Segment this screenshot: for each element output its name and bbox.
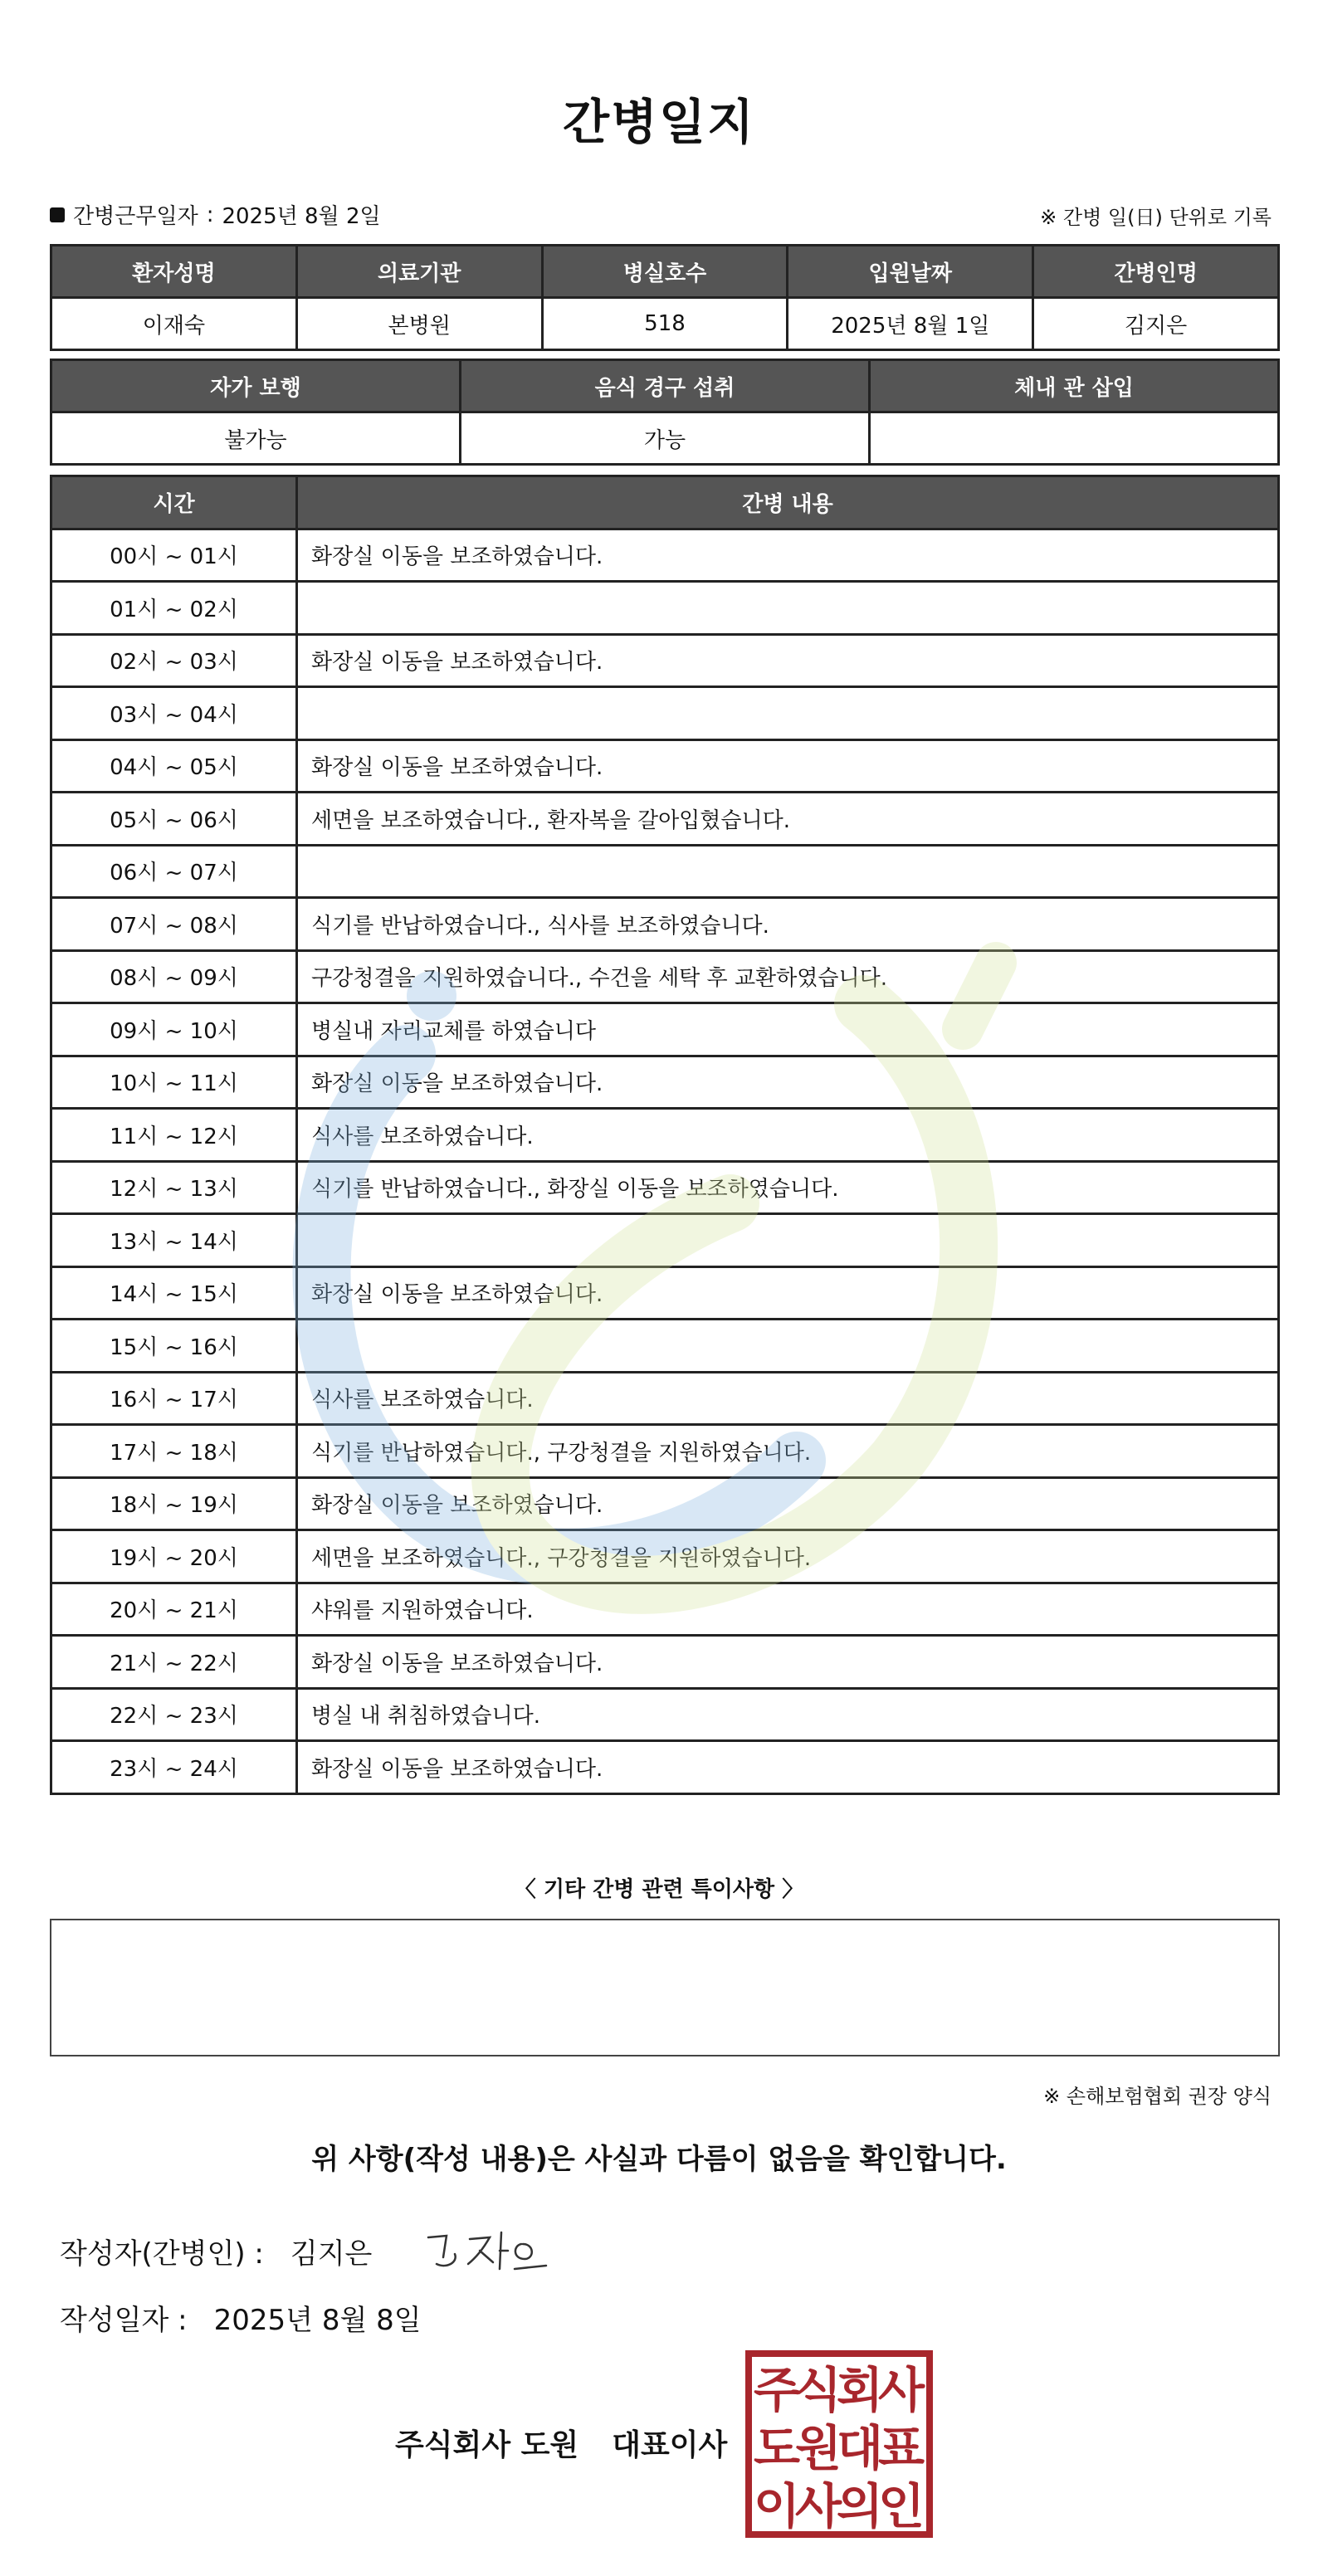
log-time-cell: 21시 ~ 22시 — [51, 1636, 297, 1689]
patient-header-name: 환자성명 — [51, 246, 297, 298]
log-content-cell — [297, 687, 1279, 740]
log-time-cell: 11시 ~ 12시 — [51, 1109, 297, 1162]
written-date-label: 작성일자 : — [60, 2304, 188, 2337]
status-tube — [870, 412, 1279, 465]
written-date-line — [60, 2297, 422, 2338]
log-content-cell — [297, 845, 1279, 898]
log-content-cell — [297, 1320, 1279, 1373]
log-time-cell: 16시 ~ 17시 — [51, 1372, 297, 1425]
table-row — [51, 1477, 1279, 1530]
patient-header-caregiver: 간병인명 — [1033, 246, 1279, 298]
svg-text:표: 표 — [877, 2420, 925, 2476]
writer-name: 김지은 — [290, 2237, 373, 2271]
log-time-cell: 18시 ~ 19시 — [51, 1477, 297, 1530]
table-row — [51, 634, 1279, 687]
log-time-cell: 02시 ~ 03시 — [51, 634, 297, 687]
log-content-cell: 화장실 이동을 보조하였습니다. — [297, 634, 1279, 687]
svg-text:회: 회 — [836, 2362, 884, 2418]
patient-header-room: 병실호수 — [542, 246, 788, 298]
written-date-value: 2025년 8월 8일 — [213, 2304, 422, 2337]
status-header-oral-intake: 음식 경구 섭취 — [461, 360, 870, 412]
table-row — [51, 898, 1279, 951]
log-time-cell: 00시 ~ 01시 — [51, 529, 297, 582]
bullet-square-icon — [50, 207, 65, 222]
log-time-cell: 10시 ~ 11시 — [51, 1056, 297, 1109]
svg-text:주: 주 — [753, 2362, 801, 2418]
writer-line — [60, 2231, 372, 2271]
handwritten-signature — [422, 2221, 563, 2281]
log-time-cell: 01시 ~ 02시 — [51, 582, 297, 635]
status-oral-intake: 가능 — [461, 412, 870, 465]
patient-hospital: 본병원 — [296, 298, 542, 350]
log-time-cell: 08시 ~ 09시 — [51, 950, 297, 1003]
patient-info-table — [50, 244, 1280, 351]
log-content-cell: 세면을 보조하였습니다., 구강청결을 지원하였습니다. — [297, 1530, 1279, 1583]
svg-text:인: 인 — [877, 2478, 925, 2535]
log-time-cell: 17시 ~ 18시 — [51, 1425, 297, 1478]
work-date — [50, 199, 381, 230]
svg-text:의: 의 — [836, 2478, 884, 2535]
notes-heading: 〈 기타 간병 관련 특이사항 〉 — [514, 1877, 804, 1902]
log-content-cell: 식기를 반납하였습니다., 구강청결을 지원하였습니다. — [297, 1425, 1279, 1478]
status-header-tube: 체내 관 삽입 — [870, 360, 1279, 412]
svg-text:대: 대 — [836, 2420, 884, 2476]
svg-text:도: 도 — [753, 2420, 801, 2476]
company-line — [395, 2422, 727, 2464]
log-header-time: 시간 — [51, 476, 297, 529]
log-content-cell: 화장실 이동을 보조하였습니다. — [297, 1636, 1279, 1689]
patient-name: 이재숙 — [51, 298, 297, 350]
svg-text:사: 사 — [877, 2362, 925, 2418]
notes-field[interactable] — [50, 1919, 1280, 2056]
patient-caregiver: 김지은 — [1033, 298, 1279, 350]
work-date-value: 2025년 8월 2일 — [222, 204, 381, 229]
log-time-cell: 09시 ~ 10시 — [51, 1003, 297, 1056]
company-title: 대표이사 — [612, 2428, 728, 2462]
table-row — [51, 1214, 1279, 1267]
log-content-cell: 구강청결을 지원하였습니다., 수건을 세탁 후 교환하였습니다. — [297, 950, 1279, 1003]
log-body — [51, 529, 1279, 1793]
table-row — [51, 1425, 1279, 1478]
status-header-walking: 자가 보행 — [51, 360, 461, 412]
log-time-cell: 15시 ~ 16시 — [51, 1320, 297, 1373]
log-time-cell: 13시 ~ 14시 — [51, 1214, 297, 1267]
table-row — [51, 1109, 1279, 1162]
table-row — [51, 1688, 1279, 1741]
log-content-cell: 화장실 이동을 보조하였습니다. — [297, 1056, 1279, 1109]
daily-record-note: ※ 간병 일(日) 단위로 기록 — [1040, 206, 1272, 229]
table-row — [51, 1530, 1279, 1583]
log-time-cell: 05시 ~ 06시 — [51, 793, 297, 846]
log-content-cell: 화장실 이동을 보조하였습니다. — [297, 529, 1279, 582]
svg-text:원: 원 — [794, 2420, 842, 2476]
svg-text:사: 사 — [794, 2478, 842, 2535]
svg-text:식: 식 — [794, 2362, 842, 2418]
table-row — [51, 1741, 1279, 1794]
table-row — [51, 845, 1279, 898]
log-time-cell: 23시 ~ 24시 — [51, 1741, 297, 1794]
table-row — [51, 1161, 1279, 1214]
log-time-cell: 19시 ~ 20시 — [51, 1530, 297, 1583]
log-content-cell: 세면을 보조하였습니다., 환자복을 갈아입혔습니다. — [297, 793, 1279, 846]
log-time-cell: 07시 ~ 08시 — [51, 898, 297, 951]
standard-form-note: ※ 손해보험협회 권장 양식 — [1043, 2085, 1272, 2108]
table-row — [51, 1372, 1279, 1425]
log-content-cell: 병실 내 취침하였습니다. — [297, 1688, 1279, 1741]
table-row — [51, 793, 1279, 846]
log-time-cell: 14시 ~ 15시 — [51, 1266, 297, 1320]
svg-text:이: 이 — [753, 2478, 801, 2535]
log-time-cell: 20시 ~ 21시 — [51, 1583, 297, 1636]
table-row — [51, 1583, 1279, 1636]
table-row — [51, 582, 1279, 635]
work-date-label: 간병근무일자 — [73, 204, 198, 229]
table-row — [51, 687, 1279, 740]
log-time-cell: 04시 ~ 05시 — [51, 739, 297, 793]
page-title: 간병일지 — [562, 94, 756, 150]
log-content-cell — [297, 1214, 1279, 1267]
patient-room: 518 — [542, 298, 788, 350]
company-name: 주식회사 도원 — [395, 2428, 579, 2462]
log-time-cell: 03시 ~ 04시 — [51, 687, 297, 740]
patient-header-admit-date: 입원날짜 — [788, 246, 1033, 298]
log-time-cell: 12시 ~ 13시 — [51, 1161, 297, 1214]
table-row — [51, 739, 1279, 793]
table-row — [51, 529, 1279, 582]
care-log-table — [50, 475, 1280, 1795]
log-content-cell: 화장실 이동을 보조하였습니다. — [297, 1741, 1279, 1794]
log-time-cell: 22시 ~ 23시 — [51, 1688, 297, 1741]
patient-header-hospital: 의료기관 — [296, 246, 542, 298]
log-content-cell: 식기를 반납하였습니다., 화장실 이동을 보조하였습니다. — [297, 1161, 1279, 1214]
log-content-cell — [297, 582, 1279, 635]
confirmation-statement: 위 사항(작성 내용)은 사실과 다름이 없음을 확인합니다. — [311, 2143, 1007, 2176]
log-content-cell: 화장실 이동을 보조하였습니다. — [297, 1266, 1279, 1320]
writer-label: 작성자(간병인) : — [60, 2237, 264, 2271]
log-content-cell: 샤워를 지원하였습니다. — [297, 1583, 1279, 1636]
log-content-cell: 식기를 반납하였습니다., 식사를 보조하였습니다. — [297, 898, 1279, 951]
table-row — [51, 1003, 1279, 1056]
log-content-cell: 식사를 보조하였습니다. — [297, 1372, 1279, 1425]
log-content-cell: 병실내 자리교체를 하였습니다 — [297, 1003, 1279, 1056]
status-table — [50, 359, 1280, 466]
table-row — [51, 950, 1279, 1003]
company-seal-stamp — [744, 2349, 935, 2539]
log-content-cell: 화장실 이동을 보조하였습니다. — [297, 739, 1279, 793]
status-walking: 불가능 — [51, 412, 461, 465]
work-date-sep: : — [206, 202, 214, 227]
table-row — [51, 1320, 1279, 1373]
log-header-content: 간병 내용 — [297, 476, 1279, 529]
log-time-cell: 06시 ~ 07시 — [51, 845, 297, 898]
patient-admit-date: 2025년 8월 1일 — [788, 298, 1033, 350]
table-row — [51, 1266, 1279, 1320]
table-row — [51, 1636, 1279, 1689]
log-content-cell: 식사를 보조하였습니다. — [297, 1109, 1279, 1162]
log-content-cell: 화장실 이동을 보조하였습니다. — [297, 1477, 1279, 1530]
table-row — [51, 1056, 1279, 1109]
